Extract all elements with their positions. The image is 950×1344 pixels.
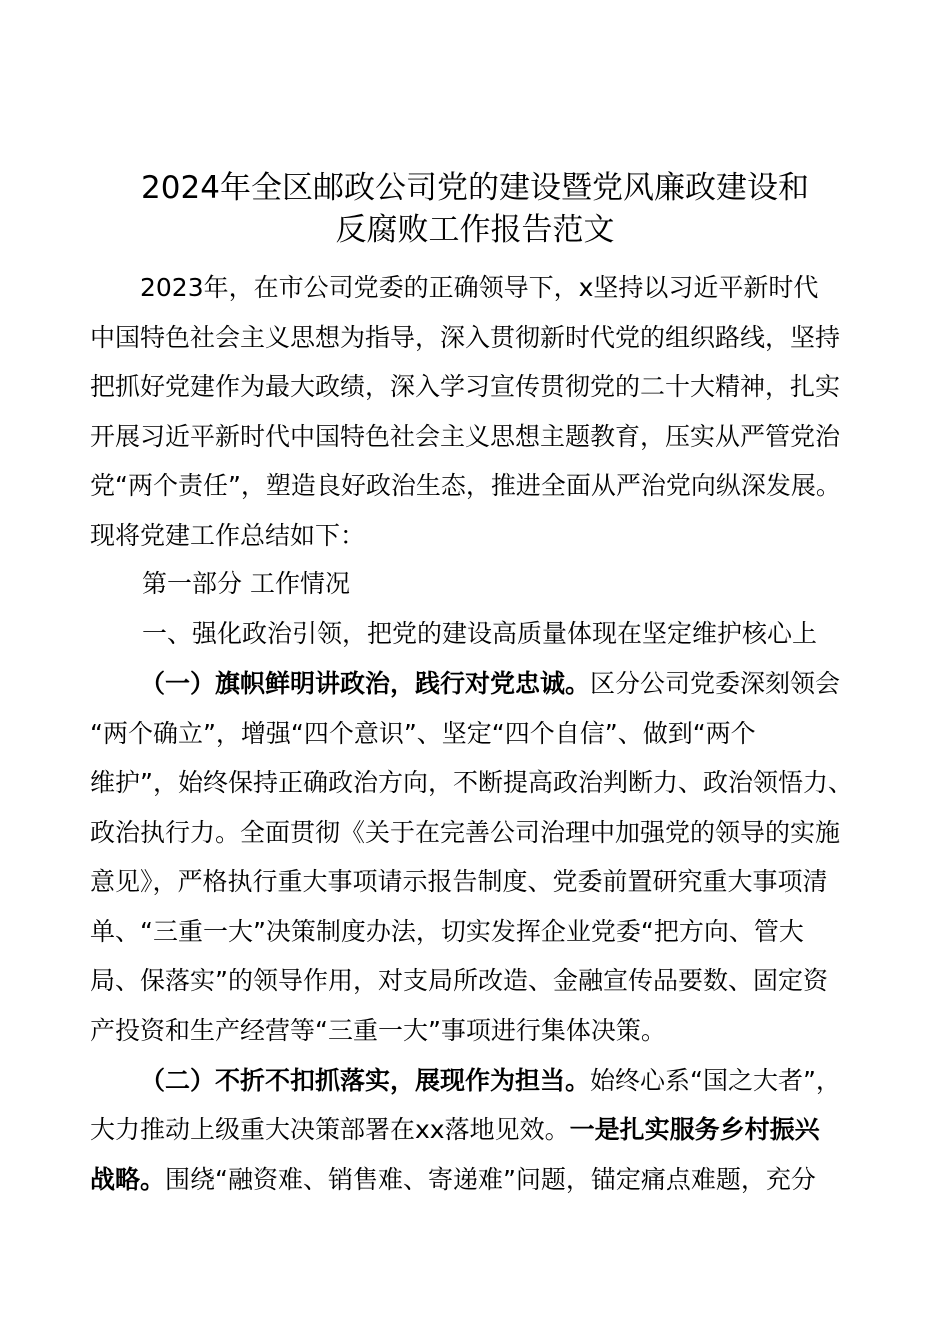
para1-line-8: 产投资和生产经营等“三重一大”事项进行集体决策。 [90, 1016, 666, 1045]
para1-line-5: 意见》，严格执行重大事项请示报告制度、党委前置研究重大事项清 [90, 867, 828, 896]
para1-bold-heading: （一）旗帜鲜明讲政治，践行对党忠诚。 [140, 669, 591, 698]
part-heading: 第一部分 工作情况 [142, 569, 350, 598]
para1-line-4: 政治执行力。全面贯彻《关于在完善公司治理中加强党的领导的实施 [90, 818, 841, 847]
para2-line-3-text: 围绕“融资难、销售难、寄递难”问题，锚定痛点难题，充分 [165, 1165, 816, 1194]
para2-line-1 [140, 1063, 920, 1099]
document-title-line-1: 2024年全区邮政公司党的建设暨党风廉政建设和 [141, 170, 809, 206]
para2-first-line-text: 始终心系“国之大者”， [590, 1066, 841, 1095]
para2-line-3-bold: 战略。 [90, 1165, 166, 1194]
para1-line-6: 单、“三重一大”决策制度办法，切实发挥企业党委“把方向、管大 [90, 917, 804, 946]
para2-line-2-text: 大力推动上级重大决策部署在xx落地见效。 [90, 1115, 570, 1144]
intro-line-2: 中国特色社会主义思想为指导，深入贯彻新时代党的组织路线，坚持 [90, 323, 841, 352]
para2-line-3 [90, 1162, 870, 1198]
intro-line-4: 开展习近平新时代中国特色社会主义思想主题教育，压实从严管党治 [90, 422, 841, 451]
intro-line-5: 党“两个责任”，塑造良好政治生态，推进全面从严治党向纵深发展。 [90, 471, 841, 500]
para1-first-line-text: 区分公司党委深刻领会 [590, 669, 841, 698]
para1-line-7: 局、保落实”的领导作用，对支局所改造、金融宣传品要数、固定资 [90, 966, 828, 995]
intro-line-3: 把抓好党建作为最大政绩，深入学习宣传贯彻党的二十大精神，扎实 [90, 372, 841, 401]
para1-line-1 [140, 666, 920, 702]
document-title-line-2: 反腐败工作报告范文 [335, 212, 615, 248]
intro-line-1: 2023年，在市公司党委的正确领导下，x坚持以习近平新时代 [140, 273, 819, 302]
para1-line-2: “两个确立”，增强“四个意识”、坚定“四个自信”、做到“两个 [90, 719, 756, 748]
intro-line-6: 现将党建工作总结如下： [90, 521, 366, 550]
para2-bold-heading: （二）不折不扣抓落实，展现作为担当。 [140, 1066, 591, 1095]
para2-line-2-bold: 一是扎实服务乡村振兴 [569, 1115, 820, 1144]
para1-line-3: 维护”，始终保持正确政治方向，不断提高政治判断力、政治领悟力、 [90, 768, 853, 797]
section-heading: 一、强化政治引领，把党的建设高质量体现在坚定维护核心上 [142, 619, 818, 648]
para2-line-2 [90, 1112, 870, 1148]
